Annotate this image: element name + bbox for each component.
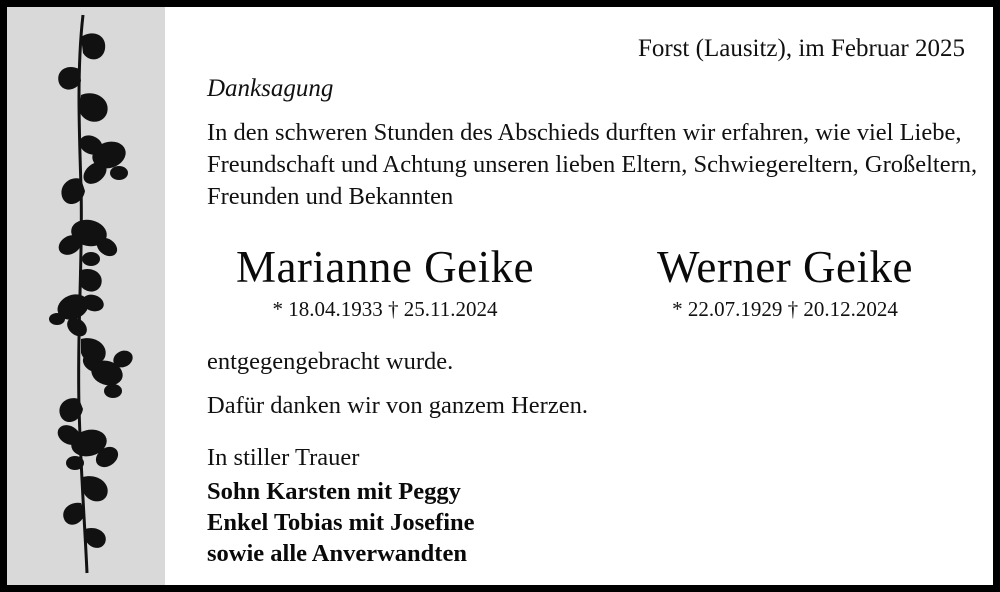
person-name: Marianne Geike bbox=[235, 242, 535, 292]
place-and-date: Forst (Lausitz), im Februar 2025 bbox=[637, 35, 965, 62]
mourning-label: In stiller Trauer bbox=[207, 444, 360, 471]
person-entry bbox=[585, 241, 985, 322]
mourners-list bbox=[207, 476, 475, 569]
person-dates: * 22.07.1929 † 20.12.2024 bbox=[672, 297, 898, 321]
notice-content bbox=[165, 7, 993, 585]
intro-text: In den schweren Stunden des Abschieds durften wir erfahren, wie viel Liebe, Freundschaft und Achtung unseren lieben Eltern, Schwiegereltern, Großeltern, Freunden und Bekannten bbox=[207, 119, 978, 210]
mourner-line: Sohn Karsten mit Peggy bbox=[207, 478, 461, 505]
person-entry bbox=[185, 241, 585, 322]
person-name: Werner Geike bbox=[657, 242, 913, 292]
thanks-text: Dafür danken wir von ganzem Herzen. bbox=[207, 392, 588, 419]
person-dates: * 18.04.1933 † 25.11.2024 bbox=[272, 297, 498, 321]
notice-heading: Danksagung bbox=[207, 75, 334, 102]
floral-vine-icon bbox=[15, 7, 145, 585]
mourner-line: sowie alle Anverwandten bbox=[207, 540, 467, 567]
continuation-text: entgegengebracht wurde. bbox=[207, 348, 454, 375]
mourner-line: Enkel Tobias mit Josefine bbox=[207, 509, 475, 536]
deceased-names bbox=[185, 241, 985, 322]
floral-ornament-panel bbox=[7, 7, 165, 585]
